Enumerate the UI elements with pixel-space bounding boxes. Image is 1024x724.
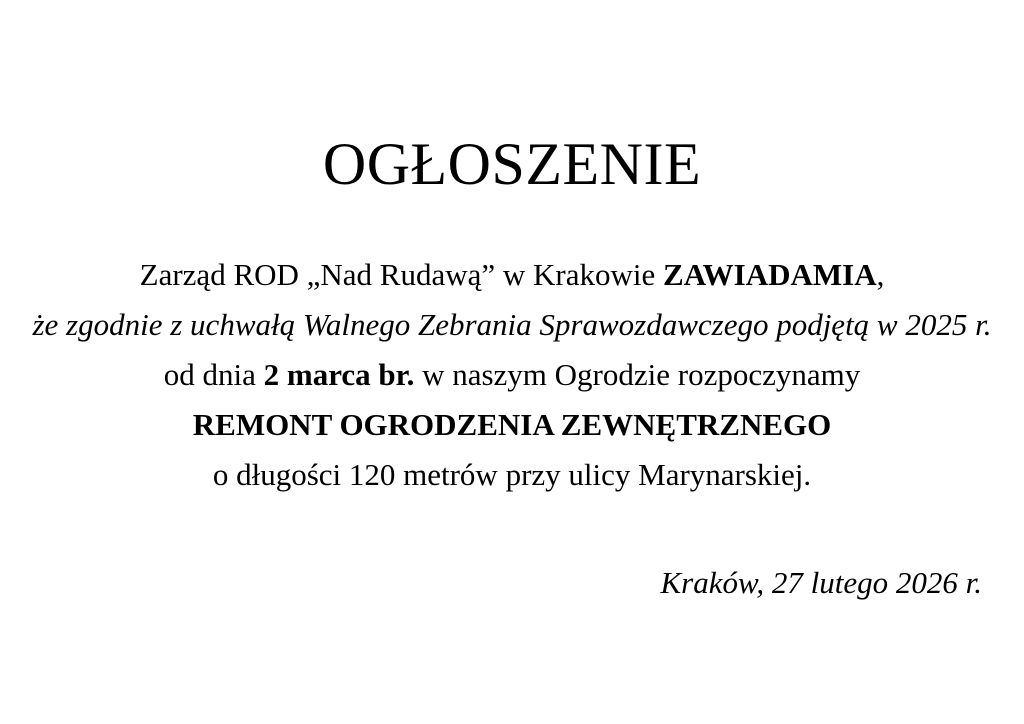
- document-title: OGŁOSZENIE: [322, 131, 702, 197]
- line3-bold-text: 2 marca br.: [263, 357, 415, 392]
- date-line: Kraków, 27 lutego 2026 r.: [660, 565, 982, 600]
- announcement-body: [0, 250, 1024, 500]
- line1-prefix: Zarząd ROD „Nad Rudawą” w Krakowie: [139, 257, 664, 292]
- announcement-line-5: o długości 120 metrów przy ulicy Marynarskiej.: [212, 457, 812, 492]
- line3-prefix: od dnia: [163, 357, 264, 392]
- announcement-line-4: REMONT OGRODZENIA ZEWNĘTRZNEGO: [192, 407, 832, 442]
- line3-suffix: w naszym Ogrodzie rozpoczynamy: [414, 357, 861, 392]
- announcement-line-1: [0, 250, 1024, 300]
- line1-bold-text: ZAWIADAMIA: [663, 257, 877, 292]
- announcement-line-2: że zgodnie z uchwałą Walnego Zebrania Sprawozdawczego podjętą w 2025 r.: [32, 307, 992, 342]
- line1-suffix: ,: [876, 257, 885, 292]
- announcement-line-3: [0, 350, 1024, 400]
